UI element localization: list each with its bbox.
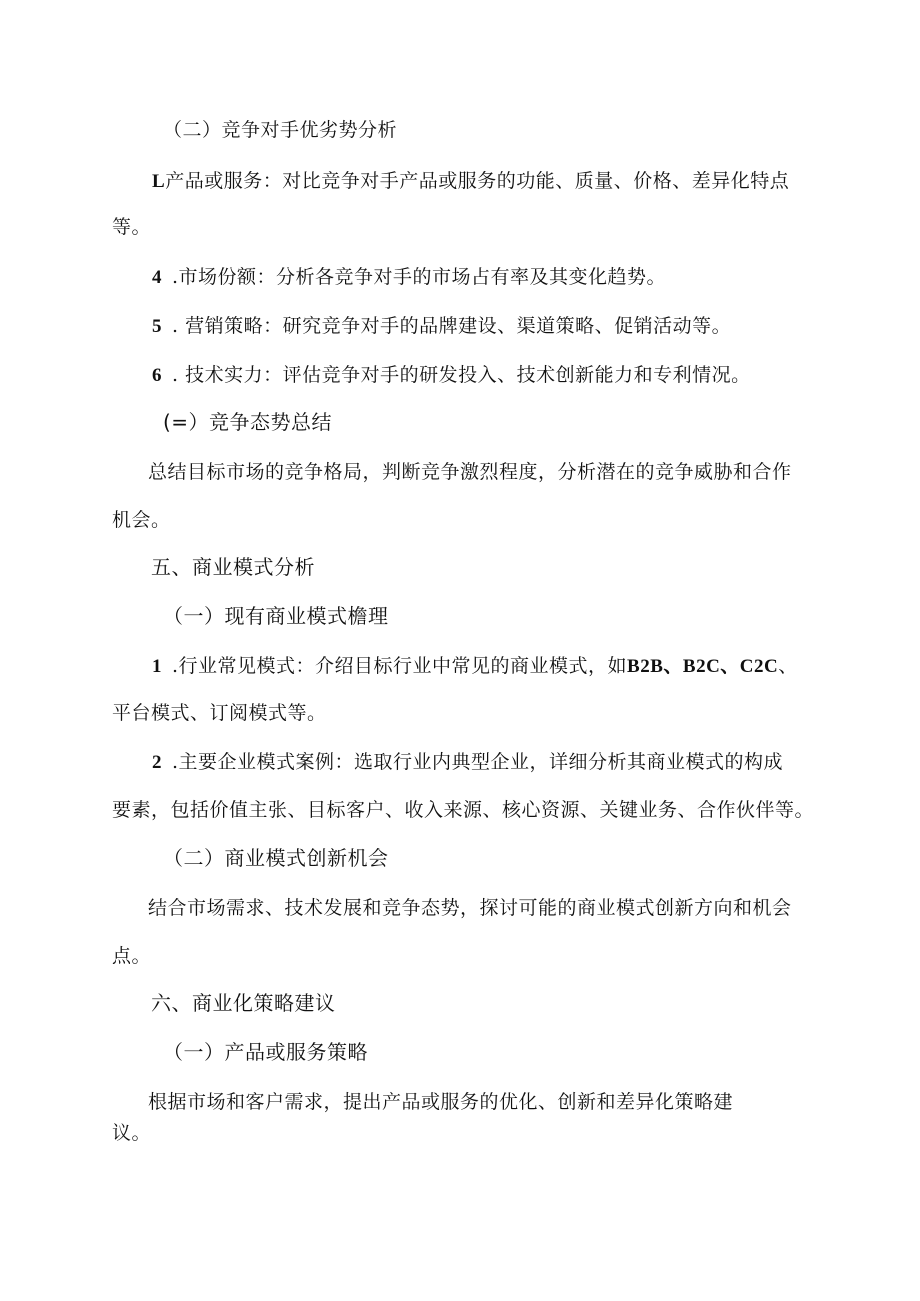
heading-competitor-analysis: （二）竞争对手优劣势分析 (163, 119, 398, 141)
item-case-studies (152, 748, 783, 777)
heading-current-business-model: （一）现有商业模式檐理 (163, 604, 389, 628)
item-text: .行业常见模式：介绍目标行业中常见的商业模式，如 (172, 655, 628, 677)
paragraph-competition-summary-continued: 机会。 (112, 509, 171, 531)
item-marker: 4 (152, 267, 162, 288)
item-case-studies-continued: 要素，包括价值主张、目标客户、收入来源、核心资源、关键业务、合作伙伴等。 (112, 799, 815, 821)
paragraph-product-strategy: 根据市场和客户需求，提出产品或服务的优化、创新和差异化策略建 (148, 1091, 734, 1113)
item-product-service-continued: 等。 (112, 216, 152, 238)
item-marker: 6 (152, 365, 162, 386)
item-common-models-continued: 平台模式、订阅模式等。 (112, 702, 327, 724)
item-marker: 5 (152, 316, 162, 337)
item-text-tail: 、 (778, 655, 798, 677)
paragraph-innovation-continued: 点。 (112, 945, 152, 967)
item-common-models (152, 652, 798, 681)
item-text: .主要企业模式案例：选取行业内典型企业，详细分析其商业模式的构成 (172, 751, 784, 773)
paragraph-innovation: 结合市场需求、技术发展和竞争态势，探讨可能的商业模式创新方向和机会 (148, 897, 792, 919)
item-marketing-strategy (152, 312, 731, 341)
item-marker: 1 (152, 656, 162, 677)
item-marker: 2 (152, 752, 162, 773)
item-marker: L (152, 171, 166, 192)
item-tech-strength (152, 361, 751, 390)
item-text: . 营销策略：研究竞争对手的品牌建设、渠道策略、促销活动等。 (172, 315, 732, 337)
model-codes: B2B、B2C、C2C (627, 656, 779, 677)
item-text: 产品或服务：对比竞争对手产品或服务的功能、质量、价格、差异化特点 (165, 170, 790, 192)
heading-business-model: 五、商业模式分析 (151, 555, 315, 579)
paragraph-competition-summary: 总结目标市场的竞争格局，判断竞争激烈程度，分析潜在的竞争威胁和合作 (148, 461, 792, 483)
heading-innovation-opportunity: （二）商业模式创新机会 (163, 846, 389, 870)
item-text: .市场份额：分析各竞争对手的市场占有率及其变化趋势。 (172, 266, 667, 288)
paragraph-product-strategy-continued: 议。 (112, 1122, 152, 1144)
heading-commercial-strategy: 六、商业化策略建议 (151, 991, 336, 1015)
heading-product-strategy: （一）产品或服务策略 (163, 1040, 368, 1064)
item-text: . 技术实力：评估竞争对手的研发投入、技术创新能力和专利情况。 (172, 364, 751, 386)
heading-competition-summary: (=）竞争态势总结 (163, 410, 333, 434)
item-market-share (152, 263, 666, 292)
item-product-service (152, 167, 789, 196)
